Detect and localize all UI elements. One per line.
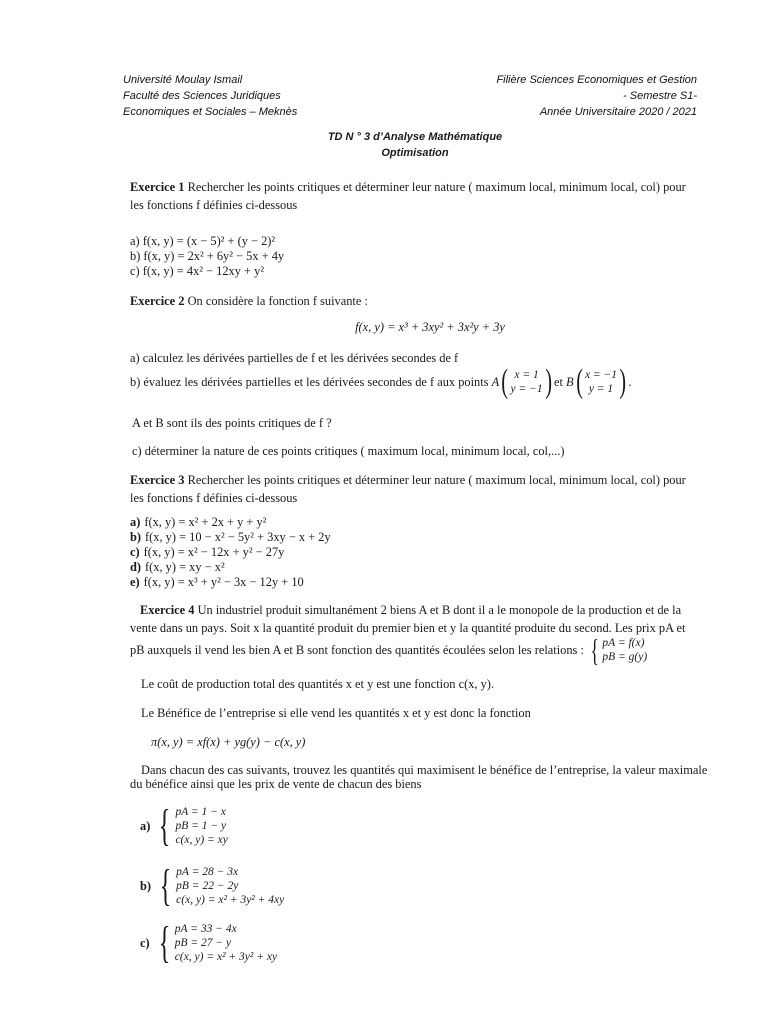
ex3-item-c	[130, 545, 720, 560]
case-c-system	[175, 922, 277, 964]
exercise-2-question-c	[132, 442, 722, 460]
case-b-system	[176, 865, 284, 907]
case-c	[140, 918, 730, 967]
left-brace-icon: {	[159, 861, 172, 910]
exercise-4-cost	[141, 675, 731, 693]
point-b-label: B	[566, 375, 574, 389]
exercise-4-benefit	[141, 704, 731, 722]
exercise-1	[130, 178, 720, 214]
exercise-3-text-2: les fonctions f définies ci-dessous	[130, 491, 298, 505]
exercise-4	[140, 601, 730, 619]
exercise-1-label: Exercice 1	[130, 180, 185, 194]
faculty-name-cont: Economiques et Sociales – Meknès	[123, 106, 298, 118]
ex3-c-label: c)	[130, 545, 140, 559]
task-text-1: Dans chacun des cas suivants, trouvez les quantités qui maximisent le bénéfice de l’entreprise, la valeur maximale	[141, 763, 708, 777]
point-a-coords	[511, 368, 543, 396]
case-b-label: b)	[140, 879, 152, 893]
ex2-a-text: a) calculez les dérivées partielles de f et les dérivées secondes de f	[130, 351, 459, 365]
point-b-x: x = −1	[584, 369, 618, 381]
case-b-pa: pA = 28 − 3x	[176, 866, 239, 878]
exercise-2-formula	[130, 318, 730, 336]
ex1-item-a: a) f(x, y) = (x − 5)² + (y − 2)²	[130, 234, 276, 248]
case-a-cost: c(x, y) = xy	[175, 834, 228, 846]
exercise-1-functions	[130, 234, 720, 279]
profit-formula: π(x, y) = xf(x) + yg(y) − c(x, y)	[151, 735, 306, 749]
left-brace-icon: {	[590, 632, 599, 668]
exercise-4-profit-formula	[151, 733, 741, 751]
left-brace-icon: {	[158, 918, 171, 967]
case-b	[140, 861, 730, 910]
point-b-coords	[585, 368, 617, 396]
ex1-item-b: b) f(x, y) = 2x² + 6y² − 5x + 4y	[130, 249, 285, 263]
exercise-3-functions	[130, 515, 720, 590]
relation-pa: pA = f(x)	[602, 637, 645, 649]
case-c-label: c)	[140, 936, 150, 950]
ex3-a-label: a)	[130, 515, 141, 529]
document-title	[0, 129, 768, 161]
case-a-system	[175, 805, 227, 847]
ex2-question-text: A et B sont ils des points critiques de f ?	[132, 416, 332, 430]
case-a-pa: pA = 1 − x	[175, 806, 226, 818]
exercise-3	[130, 471, 720, 507]
case-a	[140, 801, 730, 850]
exercise-4-line-3	[130, 632, 730, 668]
semester: - Semestre S1-	[623, 90, 697, 102]
exercise-4-text-2: vente dans un pays. Soit x la quantité produit du premier bien et y la quantité produite du second. Les prix pA et	[130, 621, 686, 635]
cost-text: Le coût de production total des quantités x et y est une fonction c(x, y).	[141, 677, 495, 691]
ex3-c-formula: f(x, y) = x² − 12x + y² − 27y	[143, 545, 285, 559]
title-line-2: Optimisation	[381, 147, 449, 159]
ex2-c-text: c) déterminer la nature de ces points critiques ( maximum local, minimum local, col,...)	[132, 444, 565, 458]
academic-year: Année Universitaire 2020 / 2021	[539, 106, 697, 118]
exercise-4-label: Exercice 4	[140, 603, 195, 617]
exercise-2-critical-question	[132, 414, 722, 432]
ex3-b-label: b)	[130, 530, 142, 544]
exercise-3-text: Rechercher les points critiques et déterminer leur nature ( maximum local, minimum local, col) pour	[187, 473, 686, 487]
open-paren-icon: (	[501, 363, 509, 400]
formula-f: f(x, y) = x³ + 3xy² + 3x²y + 3y	[355, 320, 505, 334]
exercise-4-text-3: pB auxquels il vend les bien A et B sont fonction des quantités écoulées selon les relations :	[130, 643, 584, 657]
left-brace-icon: {	[159, 801, 171, 850]
price-relations	[602, 636, 647, 664]
exercise-2-question-b	[130, 362, 750, 402]
title-line-1: TD N ° 3 d’Analyse Mathématique	[327, 131, 503, 143]
ex3-d-label: d)	[130, 560, 142, 574]
exercise-2-label: Exercice 2	[130, 294, 185, 308]
close-paren-icon: )	[544, 363, 552, 400]
case-c-pb: pB = 27 − y	[174, 937, 232, 949]
point-a-label: A	[491, 375, 500, 389]
period: .	[628, 375, 632, 389]
case-c-cost: c(x, y) = x² + 3y² + xy	[174, 951, 278, 963]
open-paren-icon: (	[575, 363, 583, 400]
ex3-d-formula: f(x, y) = xy − x²	[145, 560, 225, 574]
ex3-item-b	[130, 530, 720, 545]
case-b-cost: c(x, y) = x² + 3y² + 4xy	[176, 894, 285, 906]
ex1-item-c: c) f(x, y) = 4x² − 12xy + y²	[130, 264, 265, 278]
ex2-b-text: b) évaluez les dérivées partielles et les dérivées secondes de f aux points	[130, 375, 489, 389]
exercise-2	[130, 292, 720, 310]
faculty-name: Faculté des Sciences Juridiques	[123, 90, 281, 102]
exercise-3-label: Exercice 3	[130, 473, 185, 487]
ex3-a-formula: f(x, y) = x² + 2x + y + y²	[144, 515, 267, 529]
case-a-pb: pB = 1 − y	[175, 820, 227, 832]
exercise-4-text-1: Un industriel produit simultanément 2 biens A et B dont il a le monopole de la production et de la	[197, 603, 682, 617]
et-word: et	[553, 375, 563, 389]
ex3-e-label: e)	[130, 575, 140, 589]
point-b-y: y = 1	[588, 383, 614, 395]
point-a-x: x = 1	[514, 369, 539, 381]
exercise-4-task-2	[130, 775, 720, 793]
benefit-text: Le Bénéfice de l’entreprise si elle vend les quantités x et y est donc la fonction	[141, 706, 531, 720]
ex3-item-e	[130, 575, 720, 590]
header-right	[496, 72, 697, 120]
ex3-item-d	[130, 560, 720, 575]
ex3-item-a	[130, 515, 720, 530]
relation-pb: pB = g(y)	[602, 651, 648, 663]
task-text-2: du bénéfice ainsi que les prix de vente de chacun des biens	[130, 777, 422, 791]
program-name: Filière Sciences Economiques et Gestion	[496, 74, 697, 86]
ex3-b-formula: f(x, y) = 10 − x² − 5y² + 3xy − x + 2y	[145, 530, 331, 544]
exercise-1-text: Rechercher les points critiques et déterminer leur nature ( maximum local, minimum local, col) pour	[187, 180, 686, 194]
point-a-y: y = −1	[510, 383, 543, 395]
case-c-pa: pA = 33 − 4x	[174, 923, 237, 935]
case-b-pb: pB = 22 − 2y	[176, 880, 239, 892]
exercise-1-text-2: les fonctions f définies ci-dessous	[130, 198, 298, 212]
exercise-2-intro: On considère la fonction f suivante :	[187, 294, 368, 308]
ex3-e-formula: f(x, y) = x³ + y² − 3x − 12y + 10	[143, 575, 304, 589]
header-left	[123, 72, 297, 120]
case-a-label: a)	[140, 819, 151, 833]
university-name: Université Moulay Ismail	[123, 74, 243, 86]
close-paren-icon: )	[619, 363, 627, 400]
